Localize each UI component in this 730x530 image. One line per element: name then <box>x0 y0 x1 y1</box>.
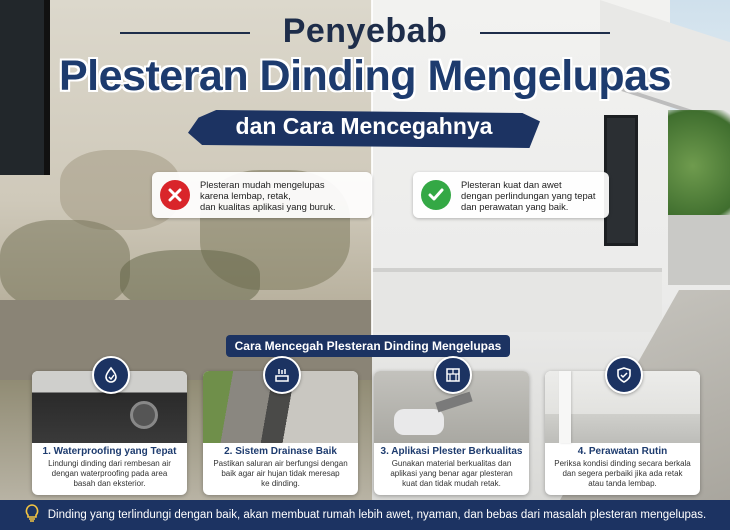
card-description: Lindungi dinding dari rembesan air dengan waterproofing pada area basah dan eksterior. <box>48 459 171 488</box>
check-icon <box>421 180 451 210</box>
card-title: 1. Waterproofing yang Tepat <box>42 446 177 457</box>
page-title: Plesteran Dinding Mengelupas <box>59 52 671 100</box>
x-icon <box>160 180 190 210</box>
garden-wall <box>668 215 730 285</box>
drainage-icon <box>263 356 301 394</box>
right-wall-base <box>372 268 662 332</box>
trowel-icon <box>434 356 472 394</box>
card-title: 2. Sistem Drainase Baik <box>224 446 337 457</box>
shield-check-icon <box>605 356 643 394</box>
good-callout-text: Plesteran kuat dan awet dengan perlindungan yang tepat dan perawatan yang baik. <box>461 178 596 212</box>
right-window <box>604 115 638 246</box>
water-shield-icon <box>92 356 130 394</box>
bad-condition-callout <box>152 172 372 218</box>
card-description: Periksa kondisi dinding secara berkala dan segera perbaiki jika ada retak atau tanda lembap. <box>554 459 691 488</box>
card-description: Gunakan material berkualitas dan aplikasi yang benar agar plesteran kuat dan tidak mudah retak. <box>390 459 513 488</box>
card-title: 3. Aplikasi Plester Berkualitas <box>380 446 523 457</box>
good-condition-callout <box>413 172 609 218</box>
bad-callout-text: Plesteran mudah mengelupas karena lembap, retak, dan kualitas aplikasi yang buruk. <box>200 178 336 212</box>
section-heading: Cara Mencegah Plesteran Dinding Mengelupas <box>226 335 510 357</box>
footer-banner <box>0 500 730 530</box>
card-description: Pastikan saluran air berfungsi dengan baik agar air hujan tidak meresap ke dinding. <box>213 459 348 488</box>
card-title: 4. Perawatan Rutin <box>577 446 668 457</box>
lightbulb-icon <box>24 504 40 527</box>
footer-text: Dinding yang terlindungi dengan baik, akan membuat rumah lebih awet, nyaman, dan bebas dari masalah plesteran mengelupas. <box>47 509 707 521</box>
subtitle: dan Cara Mencegahnya <box>235 113 493 139</box>
title-top: Penyebab <box>282 12 448 50</box>
